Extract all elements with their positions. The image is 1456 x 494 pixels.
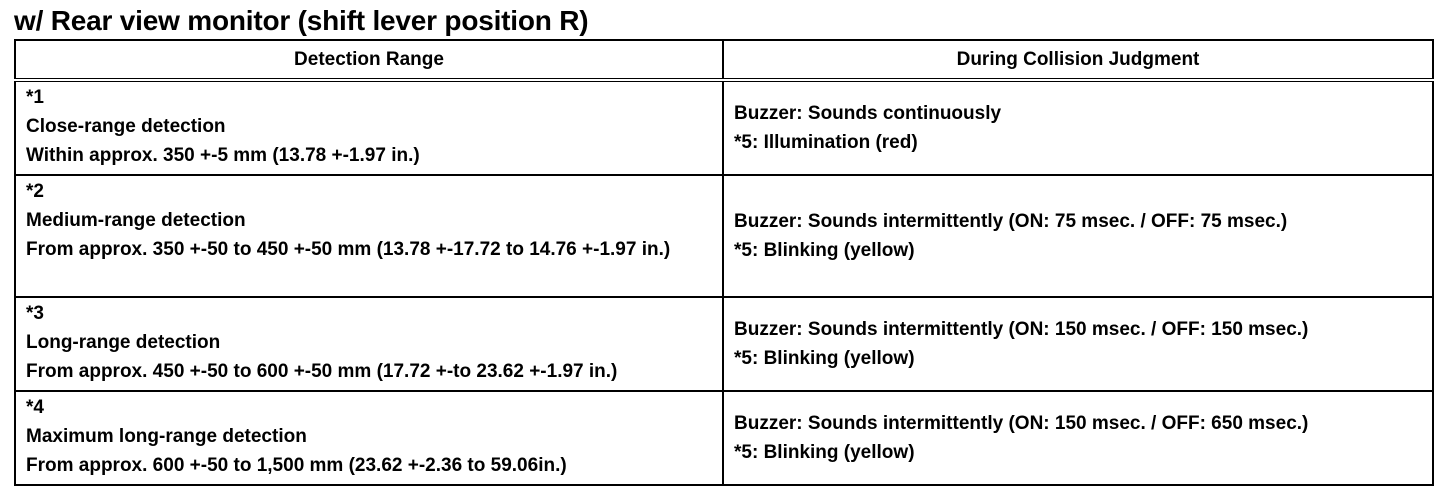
table-header-row [15,40,1433,80]
buzzer-behavior: Buzzer: Sounds continuously [734,103,1002,124]
buzzer-behavior: Buzzer: Sounds intermittently (ON: 150 msec. / OFF: 650 msec.) [734,413,1309,434]
table-row [15,391,1433,485]
page-title: w/ Rear view monitor (shift lever position R) [14,5,589,36]
range-marker: *2 [26,181,44,202]
indicator-behavior: *5: Illumination (red) [734,132,918,153]
range-detail: From approx. 350 +-50 to 450 +-50 mm (13.78 +-17.72 to 14.76 +-1.97 in.) [26,239,671,260]
indicator-behavior: *5: Blinking (yellow) [734,442,915,463]
table-row [15,297,1433,391]
collision-judgment-cell [723,175,1433,297]
range-detail: From approx. 450 +-50 to 600 +-50 mm (17.72 +-to 23.62 +-1.97 in.) [26,361,618,382]
range-label: Maximum long-range detection [26,426,307,447]
indicator-behavior: *5: Blinking (yellow) [734,240,915,261]
collision-judgment-cell [723,80,1433,175]
collision-judgment-cell [723,297,1433,391]
detection-range-cell [15,80,723,175]
indicator-behavior: *5: Blinking (yellow) [734,348,915,369]
collision-judgment-cell [723,391,1433,485]
range-label: Close-range detection [26,116,226,137]
column-header-collision-judgment: During Collision Judgment [723,40,1433,80]
detection-table [14,39,1434,486]
table-row [15,80,1433,175]
table-row [15,175,1433,297]
detection-range-cell [15,175,723,297]
buzzer-behavior: Buzzer: Sounds intermittently (ON: 150 msec. / OFF: 150 msec.) [734,319,1309,340]
range-marker: *4 [26,397,44,418]
range-label: Long-range detection [26,332,221,353]
buzzer-behavior: Buzzer: Sounds intermittently (ON: 75 msec. / OFF: 75 msec.) [734,211,1288,232]
detection-range-cell [15,391,723,485]
range-detail: Within approx. 350 +-5 mm (13.78 +-1.97 in.) [26,145,420,166]
range-marker: *1 [26,87,44,108]
detection-range-cell [15,297,723,391]
range-label: Medium-range detection [26,210,246,231]
range-detail: From approx. 600 +-50 to 1,500 mm (23.62 +-2.36 to 59.06in.) [26,455,567,476]
range-marker: *3 [26,303,44,324]
column-header-detection-range: Detection Range [15,40,723,80]
